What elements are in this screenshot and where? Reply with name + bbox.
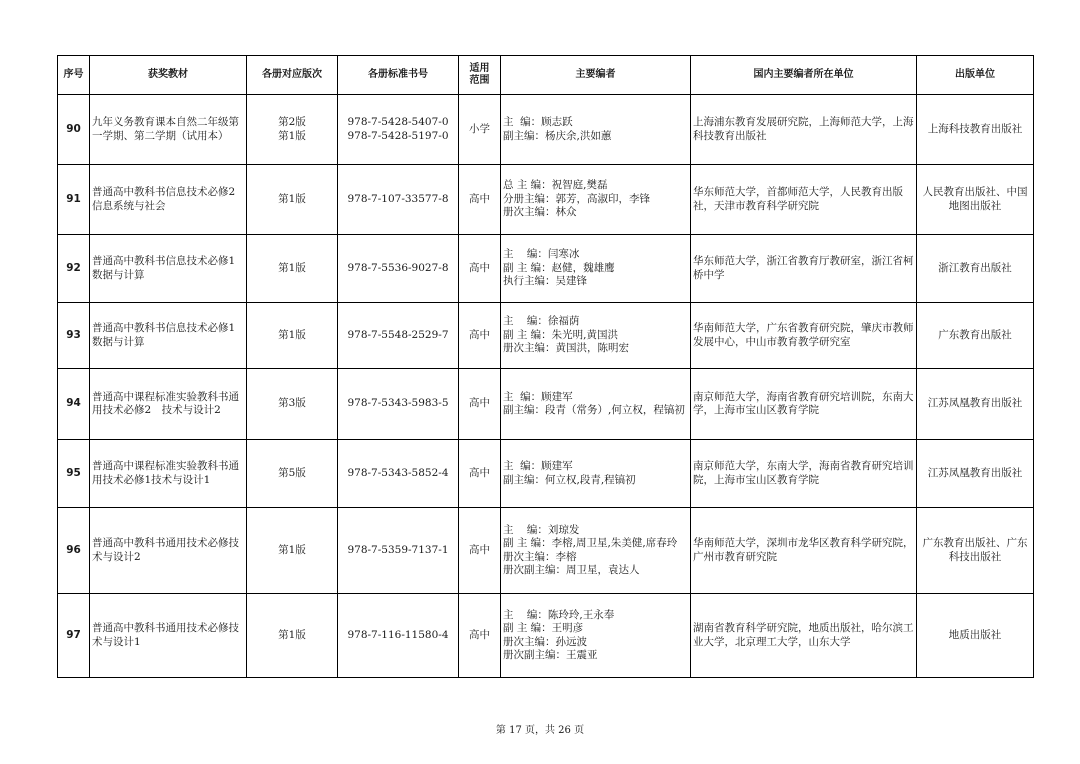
header-scope: 适用范围 [459, 56, 501, 95]
textbook-title: 普通高中教科书通用技术必修技术与设计1 [90, 594, 247, 678]
editor-line: 分册主编：郭芳，高淑印，李锋 [503, 192, 650, 205]
edition-cell [247, 165, 338, 235]
table-row [58, 594, 1034, 678]
edition-line: 第1版 [278, 192, 306, 205]
isbn-cell [338, 235, 459, 303]
units-cell: 华南师范大学，广东省教育研究院，肇庆市教师发展中心，中山市教育教学研究室 [691, 303, 917, 369]
table-row [58, 95, 1034, 165]
isbn-cell [338, 165, 459, 235]
edition-line: 第1版 [278, 129, 306, 142]
publisher-cell: 浙江教育出版社 [917, 235, 1034, 303]
row-number: 94 [58, 369, 90, 440]
header-title: 获奖教材 [90, 56, 247, 95]
isbn-line: 978-7-5536-9027-8 [347, 261, 449, 274]
edition-cell [247, 440, 338, 508]
editor-line: 副 主 编：赵健，魏雄鹰 [503, 261, 615, 274]
scope-cell: 高中 [459, 440, 501, 508]
scope-cell: 高中 [459, 369, 501, 440]
table-body [58, 95, 1034, 678]
row-number: 97 [58, 594, 90, 678]
scope-cell: 高中 [459, 165, 501, 235]
publisher-cell: 广东教育出版社、广东科技出版社 [917, 508, 1034, 594]
scope-cell: 高中 [459, 235, 501, 303]
isbn-line: 978-7-5343-5852-4 [347, 466, 449, 479]
editor-line: 主 编：闫寒冰 [503, 248, 580, 261]
scope-cell: 小学 [459, 95, 501, 165]
editor-line: 册次副主编：周卫星，袁达人 [503, 564, 640, 576]
table-row [58, 303, 1034, 369]
editor-line: 主 编：徐福荫 [503, 315, 580, 328]
row-number: 96 [58, 508, 90, 594]
textbook-title: 九年义务教育课本自然二年级第一学期、第二学期（试用本） [90, 95, 247, 165]
editor-line: 册次主编：李榕 [503, 550, 577, 563]
edition-cell [247, 508, 338, 594]
publisher-cell: 地质出版社 [917, 594, 1034, 678]
header-publisher: 出版单位 [917, 56, 1034, 95]
table-row [58, 235, 1034, 303]
table-row [58, 440, 1034, 508]
edition-line: 第3版 [278, 397, 306, 410]
header-isbn: 各册标准书号 [338, 56, 459, 95]
awards-table [57, 55, 1034, 678]
editor-line: 副主编：杨庆余,洪如蕙 [503, 129, 612, 142]
units-cell: 湖南省教育科学研究院，地质出版社，哈尔滨工业大学，北京理工大学，山东大学 [691, 594, 917, 678]
textbook-title: 普通高中教科书通用技术必修技术与设计2 [90, 508, 247, 594]
edition-cell [247, 594, 338, 678]
units-cell: 南京师范大学，东南大学，海南省教育研究培训院，上海市宝山区教育学院 [691, 440, 917, 508]
header-edition: 各册对应版次 [247, 56, 338, 95]
row-number: 95 [58, 440, 90, 508]
editor-line: 主 编：刘琼发 [503, 523, 580, 536]
edition-cell [247, 369, 338, 440]
edition-cell [247, 303, 338, 369]
edition-line: 第1版 [278, 261, 306, 274]
editor-line: 册次主编：林众 [503, 206, 577, 219]
editors-cell [501, 303, 691, 369]
scope-cell: 高中 [459, 508, 501, 594]
editor-line: 执行主编：吴建锋 [503, 275, 587, 288]
textbook-title: 普通高中教科书信息技术必修2信息系统与社会 [90, 165, 247, 235]
row-number: 92 [58, 235, 90, 303]
edition-line: 第2版 [278, 116, 306, 128]
header-editors: 主要编者 [501, 56, 691, 95]
textbook-title: 普通高中教科书信息技术必修1数据与计算 [90, 303, 247, 369]
isbn-cell [338, 369, 459, 440]
editor-line: 主 编：顾建军 [503, 390, 573, 403]
publisher-cell: 上海科技教育出版社 [917, 95, 1034, 165]
row-number: 93 [58, 303, 90, 369]
isbn-line: 978-7-107-33577-8 [347, 192, 449, 205]
editors-cell [501, 594, 691, 678]
editor-line: 主 编：顾志跃 [503, 116, 573, 128]
textbook-title: 普通高中教科书信息技术必修1数据与计算 [90, 235, 247, 303]
edition-cell [247, 95, 338, 165]
editor-line: 副 主 编：朱光明,黄国洪 [503, 328, 619, 341]
editors-cell [501, 369, 691, 440]
edition-line: 第1版 [278, 543, 306, 556]
editors-cell [501, 95, 691, 165]
isbn-cell [338, 303, 459, 369]
units-cell: 华南师范大学，深圳市龙华区教育科学研究院，广州市教育研究院 [691, 508, 917, 594]
isbn-line: 978-7-5428-5407-0 [347, 116, 449, 128]
row-number: 90 [58, 95, 90, 165]
publisher-cell: 广东教育出版社 [917, 303, 1034, 369]
editor-line: 册次主编：黄国洪，陈明宏 [503, 342, 629, 355]
editors-cell [501, 440, 691, 508]
editors-cell [501, 235, 691, 303]
editor-line: 主 编：陈玲玲,王永奉 [503, 608, 615, 621]
edition-line: 第1版 [278, 628, 306, 641]
editor-line: 副 主 编：李榕,周卫星,朱美健,席春玲 [503, 537, 678, 549]
units-cell: 南京师范大学，海南省教育研究培训院，东南大学，上海市宝山区教育学院 [691, 369, 917, 440]
textbook-title: 普通高中课程标准实验教科书通用技术必修2 技术与设计2 [90, 369, 247, 440]
edition-line: 第1版 [278, 328, 306, 341]
units-cell: 上海浦东教育发展研究院，上海师范大学，上海科技教育出版社 [691, 95, 917, 165]
isbn-cell [338, 95, 459, 165]
header-no: 序号 [58, 56, 90, 95]
edition-cell [247, 235, 338, 303]
editors-cell [501, 508, 691, 594]
row-number: 91 [58, 165, 90, 235]
table-row [58, 508, 1034, 594]
edition-line: 第5版 [278, 466, 306, 479]
editor-line: 副主编：何立权,段青,程镐初 [503, 473, 636, 486]
editor-line: 主 编：顾建军 [503, 460, 573, 472]
publisher-cell: 江苏凤凰教育出版社 [917, 369, 1034, 440]
units-cell: 华东师范大学，浙江省教育厅教研室，浙江省柯桥中学 [691, 235, 917, 303]
table-row [58, 369, 1034, 440]
editor-line: 册次副主编：王震亚 [503, 649, 598, 661]
editor-line: 总 主 编：祝智庭,樊磊 [503, 179, 608, 192]
editors-cell [501, 165, 691, 235]
publisher-cell: 人民教育出版社、中国地图出版社 [917, 165, 1034, 235]
table-header-row [58, 56, 1034, 95]
scope-cell: 高中 [459, 594, 501, 678]
units-cell: 华东师范大学，首都师范大学，人民教育出版社，天津市教育科学研究院 [691, 165, 917, 235]
scope-cell: 高中 [459, 303, 501, 369]
editor-line: 副 主 编：王明彦 [503, 622, 584, 634]
header-units: 国内主要编者所在单位 [691, 56, 917, 95]
editor-line: 册次主编：孙远波 [503, 635, 587, 648]
table-row [58, 165, 1034, 235]
isbn-cell [338, 594, 459, 678]
isbn-line: 978-7-5428-5197-0 [347, 129, 449, 142]
page-footer: 第 17 页，共 26 页 [495, 725, 585, 736]
isbn-line: 978-7-116-11580-4 [347, 628, 449, 641]
isbn-line: 978-7-5548-2529-7 [347, 328, 449, 341]
isbn-line: 978-7-5343-5983-5 [347, 397, 449, 410]
isbn-cell [338, 508, 459, 594]
isbn-cell [338, 440, 459, 508]
textbook-title: 普通高中课程标准实验教科书通用技术必修1技术与设计1 [90, 440, 247, 508]
isbn-line: 978-7-5359-7137-1 [347, 543, 449, 556]
publisher-cell: 江苏凤凰教育出版社 [917, 440, 1034, 508]
editor-line: 副主编：段青（常务）,何立权，程镐初 [503, 404, 685, 416]
